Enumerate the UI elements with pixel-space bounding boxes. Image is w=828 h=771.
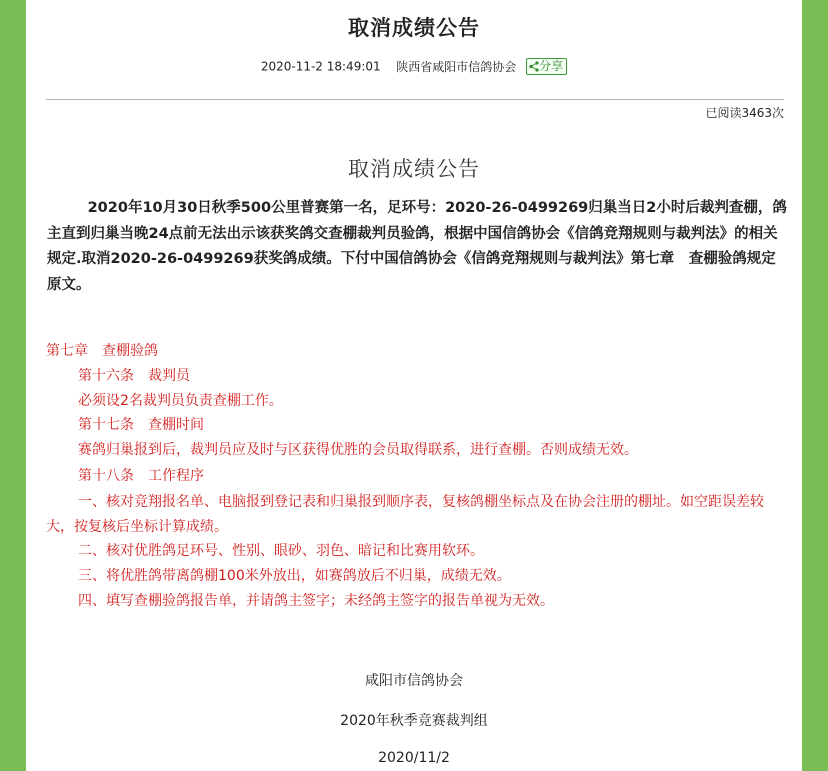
signature-group: 2020年秋季竞赛裁判组 bbox=[340, 713, 488, 729]
header-divider bbox=[46, 99, 784, 100]
article-18-title: 第十八条 工作程序 bbox=[78, 468, 204, 484]
article-meta bbox=[26, 58, 802, 75]
intro-paragraph: 2020年10月30日秋季500公里普赛第一名，足环号：2020-26-0499269归巢当日2小时后裁判查棚，鸽主直到归巢当晚24点前无法出示该获奖鸽交查棚裁判员验鸽，根据中国信鸽协会《信鸽竞翔规则与裁判法》的相关规定.取消2020-26-0499269获奖鸽成绩。下付中国信鸽协会《信鸽竞翔规则与裁判法》第七章 查棚验鸽规定原文。 bbox=[47, 200, 787, 293]
chapter-heading: 第七章 查棚验鸽 bbox=[46, 343, 158, 359]
share-icon bbox=[529, 61, 539, 72]
page-title: 取消成绩公告 bbox=[348, 16, 480, 40]
article-17-title: 第十七条 查棚时间 bbox=[78, 417, 204, 433]
procedure-item-1: 一、核对竞翔报名单、电脑报到登记表和归巢报到顺序表，复核鸽棚坐标点及在协会注册的棚址。如空距误差较大，按复核后坐标计算成绩。 bbox=[46, 494, 764, 535]
procedure-item-2: 二、核对优胜鸽足环号、性别、眼砂、羽色、暗记和比赛用软环。 bbox=[78, 543, 484, 559]
signature-date: 2020/11/2 bbox=[378, 750, 450, 766]
publish-date: 2020-11-2 18:49:01 bbox=[260, 59, 381, 74]
read-count: 已阅读3463次 bbox=[705, 106, 784, 120]
source-name: 陕西省咸阳市信鸽协会 bbox=[396, 60, 517, 74]
article-16-title: 第十六条 裁判员 bbox=[78, 368, 190, 384]
left-green-border bbox=[0, 0, 26, 771]
article-page bbox=[26, 0, 802, 771]
share-button[interactable] bbox=[526, 58, 567, 75]
signature-org: 咸阳市信鸽协会 bbox=[365, 673, 463, 689]
right-green-border bbox=[802, 0, 828, 771]
procedure-item-4: 四、填写查棚验鸽报告单，并请鸽主签字；未经鸽主签字的报告单视为无效。 bbox=[78, 593, 554, 609]
share-label: 分享 bbox=[539, 59, 564, 73]
procedure-item-3: 三、将优胜鸽带离鸽棚100米外放出，如赛鸽放后不归巢，成绩无效。 bbox=[78, 568, 511, 584]
article-17-text: 赛鸽归巢报到后，裁判员应及时与区获得优胜的会员取得联系，进行查棚。否则成绩无效。 bbox=[78, 442, 638, 458]
article-16-text: 必须设2名裁判员负责查棚工作。 bbox=[78, 393, 283, 409]
article-subtitle: 取消成绩公告 bbox=[348, 157, 480, 181]
